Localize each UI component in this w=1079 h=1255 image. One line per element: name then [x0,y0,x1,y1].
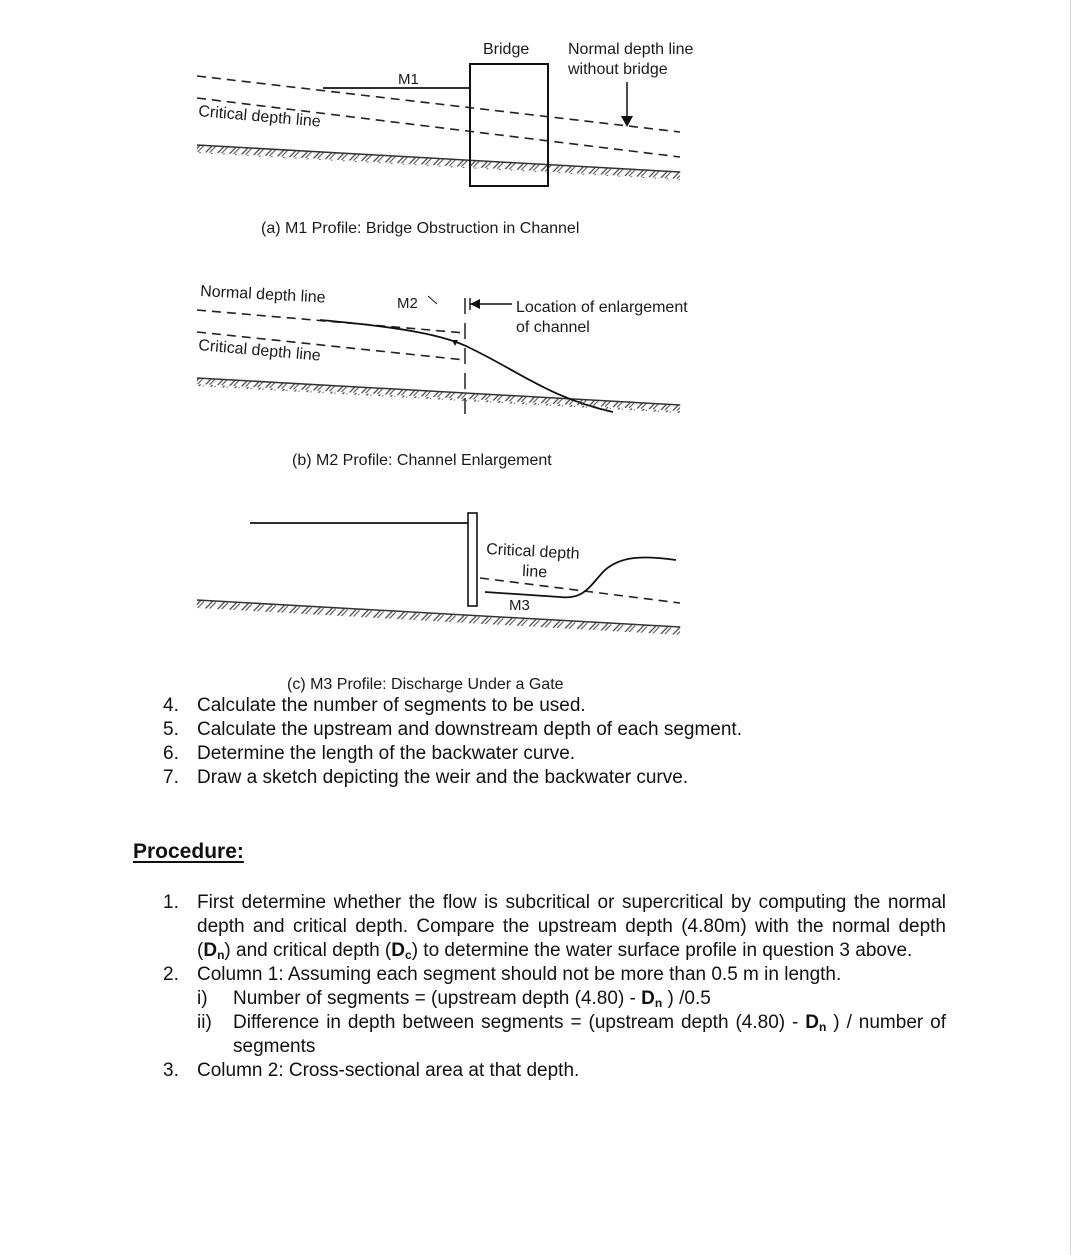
procedure-step-1: 1. First determine whether the flow is subcritical or supercritical by computing the normal depth and critical depth. Compare the upstream depth (4.80m) with the normal depth $(D_n)$ and critical depth $(D_c)$ to determine the water surface profile in question 3 above. [163,892,946,962]
caption-a: (a) M1 Profile: Bridge Obstruction in Channel [261,220,580,237]
bridge-label: Bridge [483,41,530,58]
normal-depth-label-a2: without bridge [568,61,668,78]
m3-label: M3 [509,597,530,614]
caption-c: (c) M3 Profile: Discharge Under a Gate [287,676,564,693]
procedure-heading: Procedure: [133,840,244,863]
m3-water-surface [485,557,676,597]
critical-depth-label-c1: Critical depth [485,541,580,563]
question-item: 5. Calculate the upstream and downstream depth of each segment. [163,719,742,740]
location-label-1: Location of enlargement [516,299,688,316]
procedure-sub-item-i: i) Number of segments = (upstream depth $(4.80) - D_n$ ) /0.5 [197,988,711,1010]
figure-b [197,283,689,469]
question-list [163,694,863,790]
figure-c [197,513,681,693]
question-item: 4. Calculate the number of segments to be used. [163,695,586,716]
procedure-step-3: 3. Column 2: Cross-sectional area at that depth. [163,1060,580,1081]
down-arrow-icon [621,82,633,127]
channel-bed-a [197,145,681,180]
sluice-gate [468,513,477,606]
normal-depth-label-b: Normal depth line [199,283,326,307]
procedure-list [163,891,946,1083]
question-item: 7. Draw a sketch depicting the weir and the backwater curve. [163,767,689,788]
m2-label: M2 [397,295,418,312]
left-arrow-icon [470,298,512,310]
critical-depth-label-c2: line [521,563,548,582]
m1-label: M1 [398,71,419,88]
critical-depth-label-b: Critical depth line [197,337,322,365]
channel-bed-c [197,600,681,635]
critical-depth-line-a [197,98,680,157]
procedure-step-2: 2. Column 1: Assuming each segment should not be more than 0.5 m in length. i) Number of segments = (upstream depth $(4.80) - D_n$ ) /0.5 ii) Difference in depth between segments = (upstream depth $(4.80) - D_n$ ) / number of segments [163,964,946,1057]
m2-leader [428,296,437,304]
caption-b: (b) M2 Profile: Channel Enlargement [292,452,552,469]
normal-depth-label-a1: Normal depth line [568,41,694,58]
procedure-sub-item-ii: ii) Difference in depth between segments = (upstream depth $(4.80) - D_n$ ) / number of segments [197,1012,946,1057]
figure-a [197,41,694,237]
location-label-2: of channel [516,319,590,336]
procedure-sub-list [197,987,946,1059]
critical-depth-label-a: Critical depth line [197,103,322,131]
question-item: 6. Determine the length of the backwater curve. [163,743,576,764]
channel-bed-b [197,378,681,413]
